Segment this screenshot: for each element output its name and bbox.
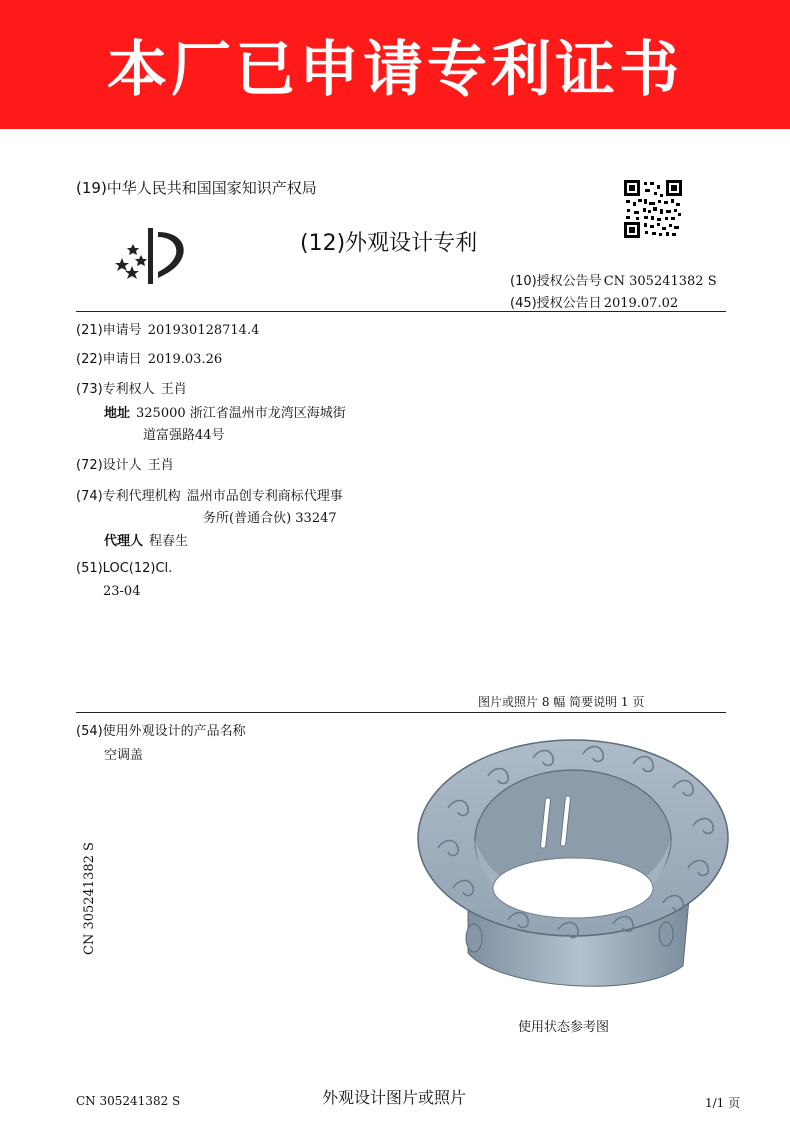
agent-value: 程春生 bbox=[149, 534, 189, 549]
app-no-row bbox=[76, 319, 259, 338]
image-caption: 使用状态参考图 bbox=[518, 1020, 610, 1035]
agent-label: 代理人 bbox=[104, 534, 144, 549]
agency-row bbox=[76, 485, 343, 504]
agency-line1: 温州市品创专利商标代理事 bbox=[186, 489, 343, 504]
designer-row bbox=[76, 454, 174, 473]
agent-row bbox=[104, 530, 188, 549]
pub-date-value: 2019.07.02 bbox=[603, 296, 679, 311]
app-no-label: (21)申请号 bbox=[76, 323, 142, 338]
designer-label: (72)设计人 bbox=[76, 458, 142, 473]
address-line2: 道富强路44号 bbox=[143, 428, 225, 443]
designer-value: 王肖 bbox=[147, 458, 174, 473]
address-line1: 325000 浙江省温州市龙湾区海城街 bbox=[136, 406, 346, 421]
agency-label: (74)专利代理机构 bbox=[76, 489, 181, 504]
qr-code-icon bbox=[624, 180, 682, 238]
header-divider bbox=[76, 311, 726, 312]
product-name-label: (54)使用外观设计的产品名称 bbox=[76, 724, 246, 739]
app-date-label: (22)申请日 bbox=[76, 352, 142, 367]
product-name: 空调盖 bbox=[104, 748, 144, 763]
app-date-value: 2019.03.26 bbox=[147, 352, 223, 367]
pub-no-label-text: (10)授权公告号 bbox=[510, 274, 602, 289]
vertical-pub-number: CN 305241382 S bbox=[82, 842, 97, 955]
pub-date-row bbox=[510, 292, 678, 311]
section-divider bbox=[76, 712, 726, 713]
footer-title: 外观设计图片或照片 bbox=[322, 1088, 467, 1107]
loc-label: (51)LOC(12)Cl. bbox=[76, 561, 173, 576]
patentee-value: 王肖 bbox=[160, 382, 187, 397]
figure-count: 图片或照片 8 幅 简要说明 1 页 bbox=[478, 695, 645, 709]
pub-no-label bbox=[510, 270, 717, 289]
office-name: (19)中华人民共和国国家知识产权局 bbox=[76, 179, 317, 197]
pub-date-label: (45)授权公告日 bbox=[510, 296, 602, 311]
pub-no-value: CN 305241382 S bbox=[603, 274, 717, 289]
document-type: (12)外观设计专利 bbox=[300, 231, 478, 256]
address-row bbox=[104, 402, 346, 421]
loc-value: 23-04 bbox=[103, 584, 141, 599]
promo-banner bbox=[0, 0, 790, 129]
patentee-label: (73)专利权人 bbox=[76, 382, 155, 397]
air-conditioner-cover-image bbox=[408, 738, 748, 1008]
cnipa-logo-icon bbox=[112, 222, 192, 286]
app-date-row bbox=[76, 348, 222, 367]
patentee-row bbox=[76, 378, 187, 397]
address-label: 地址 bbox=[104, 406, 131, 421]
agency-line2: 务所(普通合伙) 33247 bbox=[203, 511, 337, 526]
banner-title: 本厂已申请专利证书 bbox=[107, 34, 683, 105]
footer-pub-number: CN 305241382 S bbox=[76, 1094, 181, 1108]
app-no-value: 201930128714.4 bbox=[147, 323, 260, 338]
page-number: 1/1 页 bbox=[705, 1096, 741, 1110]
